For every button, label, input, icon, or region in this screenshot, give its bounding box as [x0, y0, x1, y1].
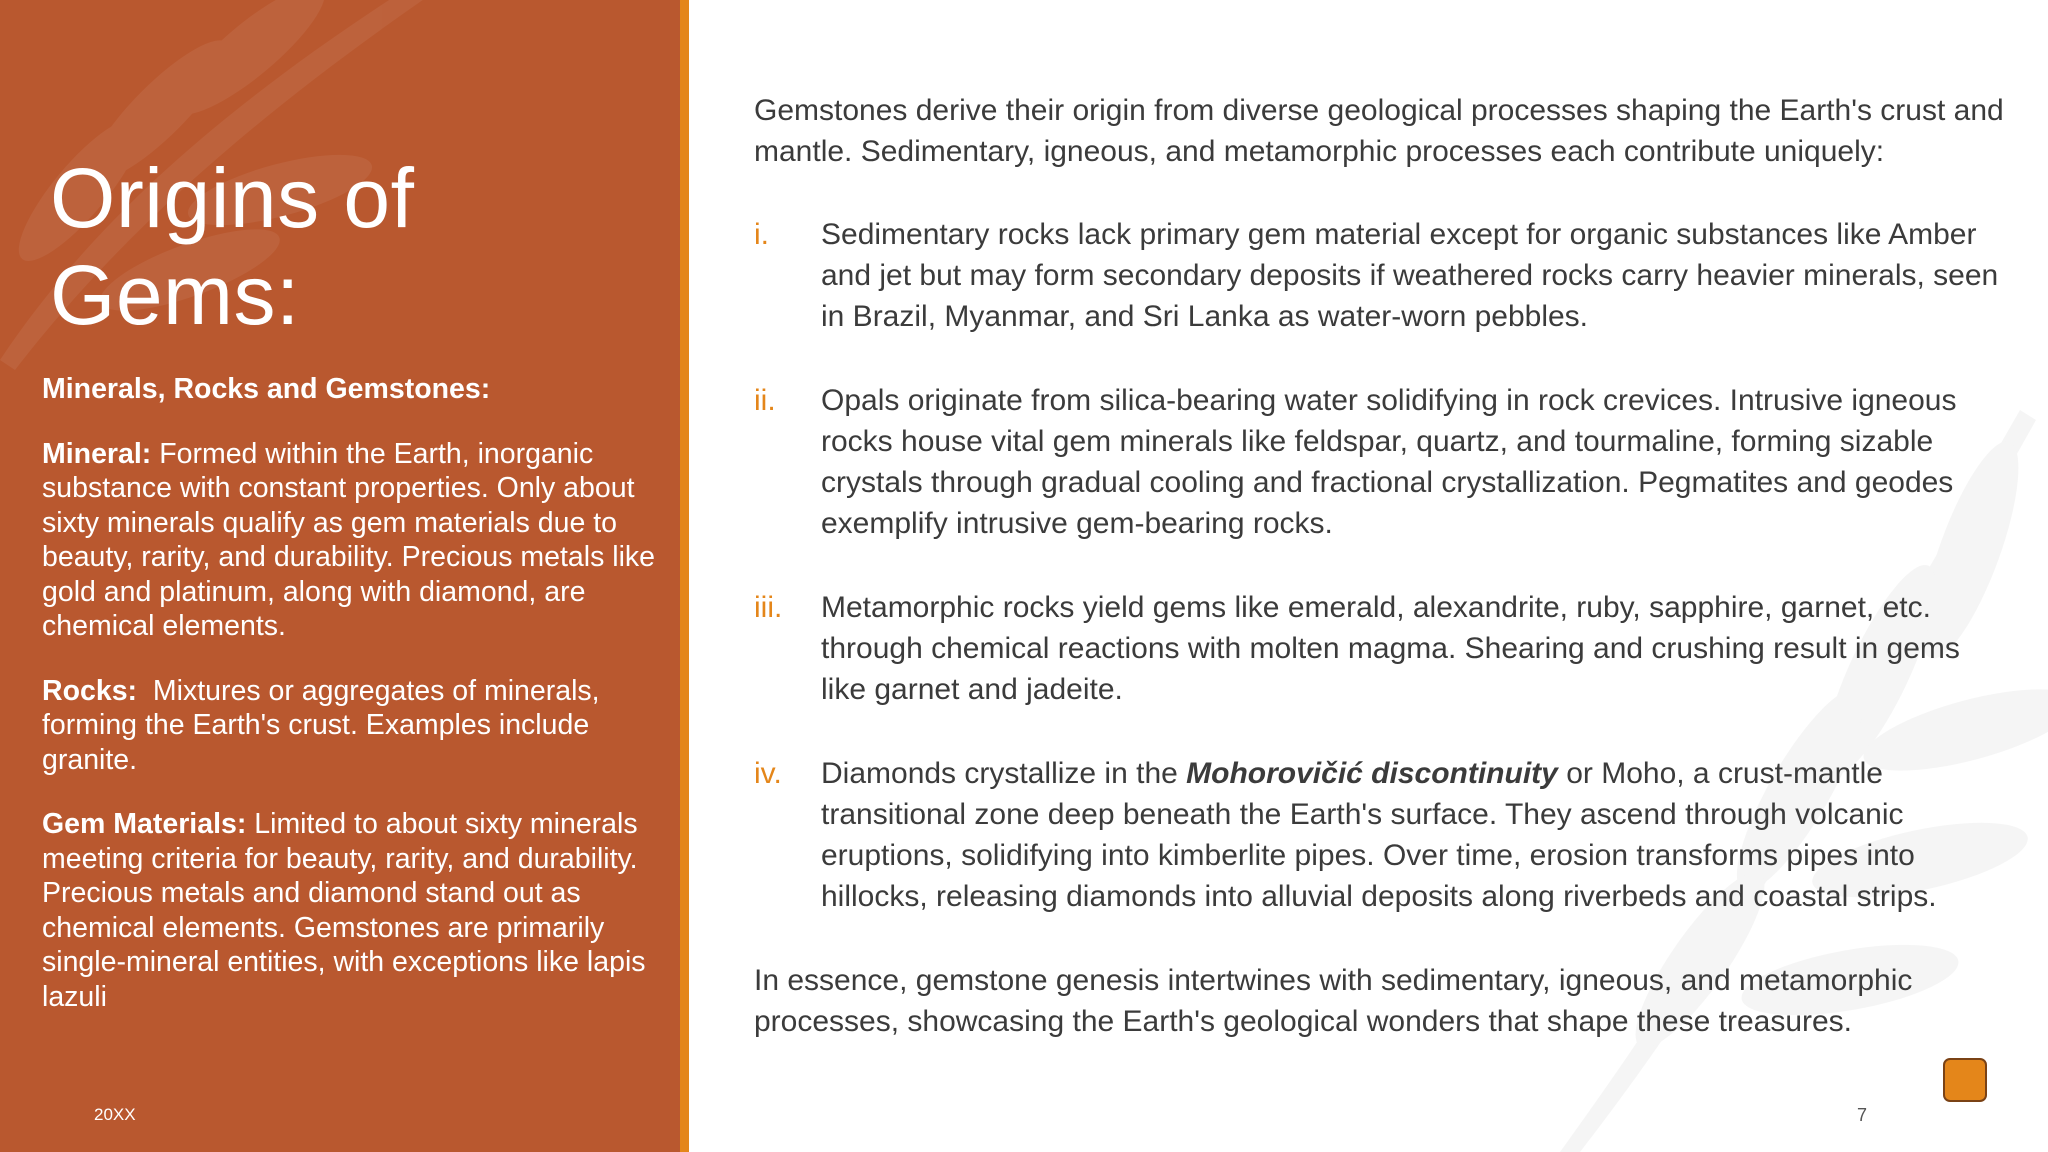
moho-term: Mohorovičić discontinuity — [1186, 757, 1558, 790]
footer-date: 20XX — [94, 1105, 136, 1124]
definitions-block — [42, 372, 672, 1044]
list-item — [754, 380, 2004, 544]
list-item — [754, 753, 2004, 917]
list-item-text: Metamorphic rocks yield gems like emerald, alexandrite, ruby, sapphire, garnet, etc. through chemical reactions with molten magma. Shearing and crushing result in gems like garnet and jadeite. — [821, 591, 1960, 706]
accent-divider — [680, 0, 689, 1152]
intro-paragraph: Gemstones derive their origin from diverse geological processes shaping the Earth's crust and mantle. Sedimentary, igneous, and metamorphic processes each contribute uniquely: — [754, 94, 2004, 168]
list-numeral: ii. — [754, 384, 776, 417]
definition-rocks: Rocks: Mixtures or aggregates of minerals, forming the Earth's crust. Examples include granite. — [42, 674, 608, 776]
list-numeral: i. — [754, 218, 769, 251]
origins-list — [754, 214, 2004, 917]
definition-mineral: Mineral: Formed within the Earth, inorganic substance with constant properties. Only about sixty minerals qualify as gem materials due to beauty, rarity, and durability. Precious metals like gold and platinum, along with diamond, are chemical elements. — [42, 437, 656, 642]
orange-square-shape — [1943, 1058, 1987, 1102]
list-item-text: Sedimentary rocks lack primary gem material except for organic substances like Amber and jet but may form secondary deposits if weathered rocks carry heavier minerals, seen in Brazil, Myanmar, and Sri Lanka as water-worn pebbles. — [821, 218, 1999, 333]
list-item — [754, 587, 2004, 710]
page-number: 7 — [1857, 1105, 1868, 1125]
slide-title: Origins of Gems: — [50, 151, 415, 342]
list-item-text: Diamonds crystallize in the Mohorovičić discontinuity or Moho, a crust-mantle transitional zone deep beneath the Earth's surface. They ascend through volcanic eruptions, solidifying into kimberlite pipes. Over time, erosion transforms pipes into hillocks, releasing diamonds into alluvial deposits along riverbeds and coastal strips. — [821, 757, 1937, 913]
list-item-text: Opals originate from silica-bearing water solidifying in rock crevices. Intrusive igneous rocks house vital gem minerals like feldspar, quartz, and tourmaline, forming sizable crystals through gradual cooling and fractional crystallization. Pegmatites and geodes exemplify intrusive gem-bearing rocks. — [821, 384, 1957, 540]
main-content — [754, 90, 2004, 1042]
list-numeral: iv. — [754, 757, 782, 790]
definition-gem-materials: Gem Materials: Limited to about sixty minerals meeting criteria for beauty, rarity, and durability. Precious metals and diamond stand out as chemical elements. Gemstones are primarily single-mineral entities, with exceptions like lapis lazuli — [42, 808, 646, 1013]
list-numeral: iii. — [754, 591, 783, 624]
definitions-heading: Minerals, Rocks and Gemstones: — [42, 373, 491, 405]
list-item — [754, 214, 2004, 337]
left-panel — [0, 0, 680, 1152]
closing-paragraph: In essence, gemstone genesis intertwines with sedimentary, igneous, and metamorphic processes, showcasing the Earth's geological wonders that shape these treasures. — [754, 964, 1913, 1038]
